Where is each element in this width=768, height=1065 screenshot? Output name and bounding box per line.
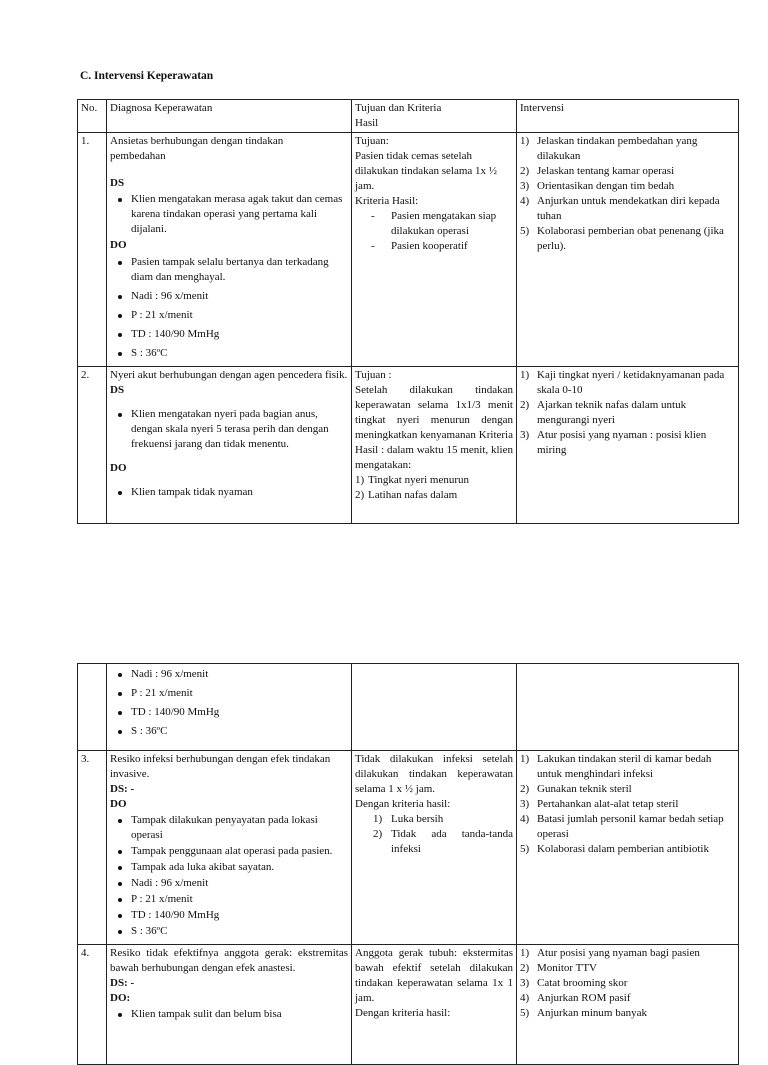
diagnosa-cell xyxy=(107,367,352,524)
header-intervensi: Intervensi xyxy=(517,100,739,133)
header-no: No. xyxy=(78,100,107,133)
intervensi-cell xyxy=(517,133,739,367)
list-item: Tampak dilakukan penyayatan pada lokasi operasi xyxy=(110,813,348,843)
tujuan-text: Anggota gerak tubuh: ekstermitas bawah efektif setelah dilakukan tindakan keperawatan selama 1x 1 jam. xyxy=(355,947,513,1004)
intervention-table-part-1 xyxy=(77,99,739,524)
header-tujuan-line2: Hasil xyxy=(355,117,379,129)
list-item: S : 36ºC xyxy=(110,724,348,739)
list-item: 3) Pertahankan alat-alat tetap steril xyxy=(520,798,679,810)
tujuan-label: Tujuan: xyxy=(355,135,389,147)
do-list xyxy=(110,485,348,500)
list-item: 2) Monitor TTV xyxy=(520,962,597,974)
header-diagnosa: Diagnosa Keperawatan xyxy=(107,100,352,133)
ds-list xyxy=(110,192,348,237)
tujuan-text: Pasien tidak cemas setelah dilakukan tindakan selama 1x ½ jam. xyxy=(355,150,498,192)
list-item: Nadi : 96 x/menit xyxy=(110,289,348,304)
ds-label: DS: - xyxy=(110,977,135,989)
list-item: 1) Kaji tingkat nyeri / ketidaknyamanan pada skala 0-10 xyxy=(520,369,725,396)
section-heading: C. Intervensi Keperawatan xyxy=(80,70,214,82)
list-item: S : 36ºC xyxy=(110,924,348,939)
row-number: 1. xyxy=(78,133,107,367)
header-tujuan xyxy=(352,100,517,133)
table-row-continued xyxy=(78,664,739,751)
list-item: 1) Luka bersih xyxy=(373,813,444,825)
list-item: 4) Batasi jumlah personil kamar bedah setiap operasi xyxy=(520,813,724,840)
row-number: 4. xyxy=(78,945,107,1065)
list-item: 3) Atur posisi yang nyaman : posisi klien miring xyxy=(520,429,707,456)
list-item: 5) Anjurkan minum banyak xyxy=(520,1007,647,1019)
kriteria-list xyxy=(355,209,513,254)
intervensi-cell xyxy=(517,367,739,524)
diagnosa-text: Resiko tidak efektifnya anggota gerak: ekstremitas bawah berhubungan dengan efek anastesi. xyxy=(110,947,348,974)
diagnosa-cell xyxy=(107,751,352,945)
list-item: Pasien tampak selalu bertanya dan terkadang diam dan menghayal. xyxy=(110,255,348,285)
do-label: DO xyxy=(110,239,127,251)
diagnosa-cell xyxy=(107,133,352,367)
table-row xyxy=(78,751,739,945)
row-number: 3. xyxy=(78,751,107,945)
tujuan-text: Tidak dilakukan infeksi setelah dilakukan tindakan keperawatan selama 1 x ½ jam. xyxy=(355,753,513,795)
list-item: Tampak ada luka akibat sayatan. xyxy=(110,860,348,875)
table-row xyxy=(78,945,739,1065)
tujuan-cell xyxy=(352,945,517,1065)
list-item: Tampak penggunaan alat operasi pada pasien. xyxy=(110,844,348,859)
list-item: 1) Tingkat nyeri menurun xyxy=(355,474,470,486)
list-item: 5) Kolaborasi dalam pemberian antibiotik xyxy=(520,843,709,855)
list-item: 4) Anjurkan untuk mendekatkan diri kepada tuhan xyxy=(520,195,720,222)
tujuan-cell xyxy=(352,751,517,945)
table-row xyxy=(78,133,739,367)
list-item: 4) Anjurkan ROM pasif xyxy=(520,992,631,1004)
list-item: S : 36ºC xyxy=(110,346,348,361)
row-number: 2. xyxy=(78,367,107,524)
kriteria-list xyxy=(355,473,513,503)
intervensi-list xyxy=(520,134,735,254)
tujuan-cell xyxy=(352,367,517,524)
intervention-table-part-2 xyxy=(77,663,739,1065)
do-label: DO: xyxy=(110,992,131,1004)
intervensi-list xyxy=(520,368,735,458)
kriteria-label: Kriteria Hasil: xyxy=(355,195,419,207)
list-item: 1) Lakukan tindakan steril di kamar bedah untuk menghindari infeksi xyxy=(520,753,712,780)
do-list xyxy=(110,813,348,939)
list-item: - Pasien kooperatif xyxy=(355,239,513,254)
list-item: 2) Latihan nafas dalam xyxy=(355,489,458,501)
list-item: Nadi : 96 x/menit xyxy=(110,876,348,891)
list-item: P : 21 x/menit xyxy=(110,308,348,323)
intervensi-list xyxy=(520,752,735,857)
ds-list xyxy=(110,407,348,452)
list-item: Klien tampak sulit dan belum bisa xyxy=(110,1007,348,1022)
list-item: P : 21 x/menit xyxy=(110,686,348,701)
list-item: 3) Orientasikan dengan tim bedah xyxy=(520,180,675,192)
tujuan-cell xyxy=(352,133,517,367)
do-list xyxy=(110,1007,348,1022)
list-item: 2) Ajarkan teknik nafas dalam untuk mengurangi nyeri xyxy=(520,399,687,426)
list-item: 2) Tidak ada tanda-tanda infeksi xyxy=(373,828,513,855)
intervensi-cell xyxy=(517,751,739,945)
table-header-row xyxy=(78,100,739,133)
diagnosa-text: Nyeri akut berhubungan dengan agen pencedera fisik. xyxy=(110,369,348,381)
do-label: DO xyxy=(110,798,127,810)
tujuan-label: Tujuan : xyxy=(355,369,392,381)
list-item: TD : 140/90 MmHg xyxy=(110,908,348,923)
list-item: TD : 140/90 MmHg xyxy=(110,327,348,342)
kriteria-list xyxy=(355,812,513,857)
do-label: DO xyxy=(110,462,127,474)
list-item: 2) Jelaskan tentang kamar operasi xyxy=(520,165,675,177)
diagnosa-text: Ansietas berhubungan dengan tindakan pembedahan xyxy=(110,135,284,162)
list-item: 1) Atur posisi yang nyaman bagi pasien xyxy=(520,947,700,959)
header-tujuan-line1: Tujuan dan Kriteria xyxy=(355,102,442,114)
list-item: TD : 140/90 MmHg xyxy=(110,705,348,720)
list-item: Klien mengatakan nyeri pada bagian anus, dengan skala nyeri 5 terasa perih dan dengan frekuensi jarang dan tidak menentu. xyxy=(110,407,348,452)
list-item: Klien mengatakan merasa agak takut dan cemas karena tindakan operasi yang pertama kali dijalani. xyxy=(110,192,348,237)
intervensi-cell xyxy=(517,945,739,1065)
diagnosa-text: Resiko infeksi berhubungan dengan efek tindakan invasive. xyxy=(110,753,331,780)
list-item: P : 21 x/menit xyxy=(110,892,348,907)
diagnosa-cell xyxy=(107,945,352,1065)
list-item: 3) Catat brooming skor xyxy=(520,977,628,989)
table-row xyxy=(78,367,739,524)
intervensi-list xyxy=(520,946,735,1021)
list-item: 1) Jelaskan tindakan pembedahan yang dilakukan xyxy=(520,135,698,162)
tujuan-text: Setelah dilakukan tindakan keperawatan selama 1x1/3 menit tingkat nyeri menurun dengan meningkatkan kenyamanan Kriteria Hasil : dalam waktu 15 menit, klien mengatakan: xyxy=(355,384,513,471)
do-list xyxy=(110,255,348,361)
ds-label: DS xyxy=(110,384,125,396)
ds-label: DS xyxy=(110,177,125,189)
list-item: 2) Gunakan teknik steril xyxy=(520,783,632,795)
list-item: Klien tampak tidak nyaman xyxy=(110,485,348,500)
list-item: 5) Kolaborasi pemberian obat penenang (jika perlu). xyxy=(520,225,724,252)
vitals-list xyxy=(110,667,348,739)
list-item: Nadi : 96 x/menit xyxy=(110,667,348,682)
kriteria-label: Dengan kriteria hasil: xyxy=(355,1007,451,1019)
ds-label: DS: - xyxy=(110,783,135,795)
kriteria-label: Dengan kriteria hasil: xyxy=(355,798,451,810)
list-item: - Pasien mengatakan siap dilakukan operasi xyxy=(355,209,513,239)
diagnosa-cell xyxy=(107,664,352,751)
